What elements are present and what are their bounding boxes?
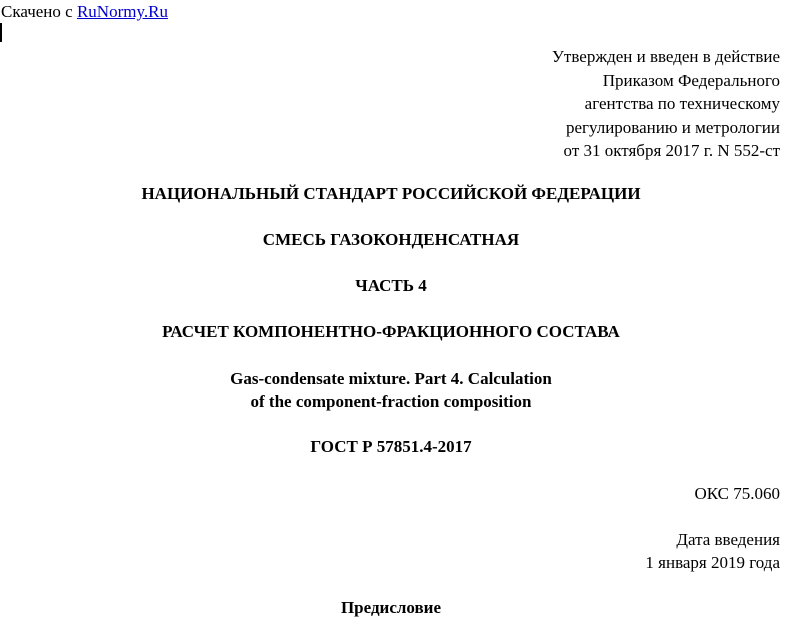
english-title-line1: Gas-condensate mixture. Part 4. Calculation — [230, 369, 552, 388]
source-prefix: Скачено с — [1, 2, 77, 21]
document-title: СМЕСЬ ГАЗОКОНДЕНСАТНАЯ — [262, 230, 520, 249]
introduction-date-block — [645, 528, 780, 574]
approval-line: агентства по техническому — [584, 94, 780, 113]
text-cursor — [0, 23, 2, 42]
gost-number: ГОСТ Р 57851.4-2017 — [310, 437, 472, 456]
source-line — [1, 2, 168, 22]
approval-line: Приказом Федерального — [602, 70, 780, 90]
english-title — [0, 367, 782, 413]
introduction-date: 1 января 2019 года — [645, 553, 780, 572]
approval-block — [552, 45, 780, 163]
english-title-line2: of the component-fraction composition — [250, 392, 532, 411]
approval-line: регулированию и метрологии — [565, 117, 780, 137]
part-heading: ЧАСТЬ 4 — [355, 276, 427, 295]
introduction-label: Дата введения — [676, 530, 780, 549]
oks-code: ОКС 75.060 — [694, 484, 780, 503]
calculation-heading: РАСЧЕТ КОМПОНЕНТНО-ФРАКЦИОННОГО СОСТАВА — [162, 322, 620, 341]
runormy-link[interactable]: RuNormy.Ru — [76, 2, 168, 21]
approval-line: Утвержден и введен в действие — [551, 47, 780, 66]
standard-heading: НАЦИОНАЛЬНЫЙ СТАНДАРТ РОССИЙСКОЙ ФЕДЕРАЦИИ — [141, 184, 641, 203]
approval-line: от 31 октября 2017 г. N 552-ст — [563, 141, 780, 160]
preface-heading: Предисловие — [340, 598, 442, 617]
